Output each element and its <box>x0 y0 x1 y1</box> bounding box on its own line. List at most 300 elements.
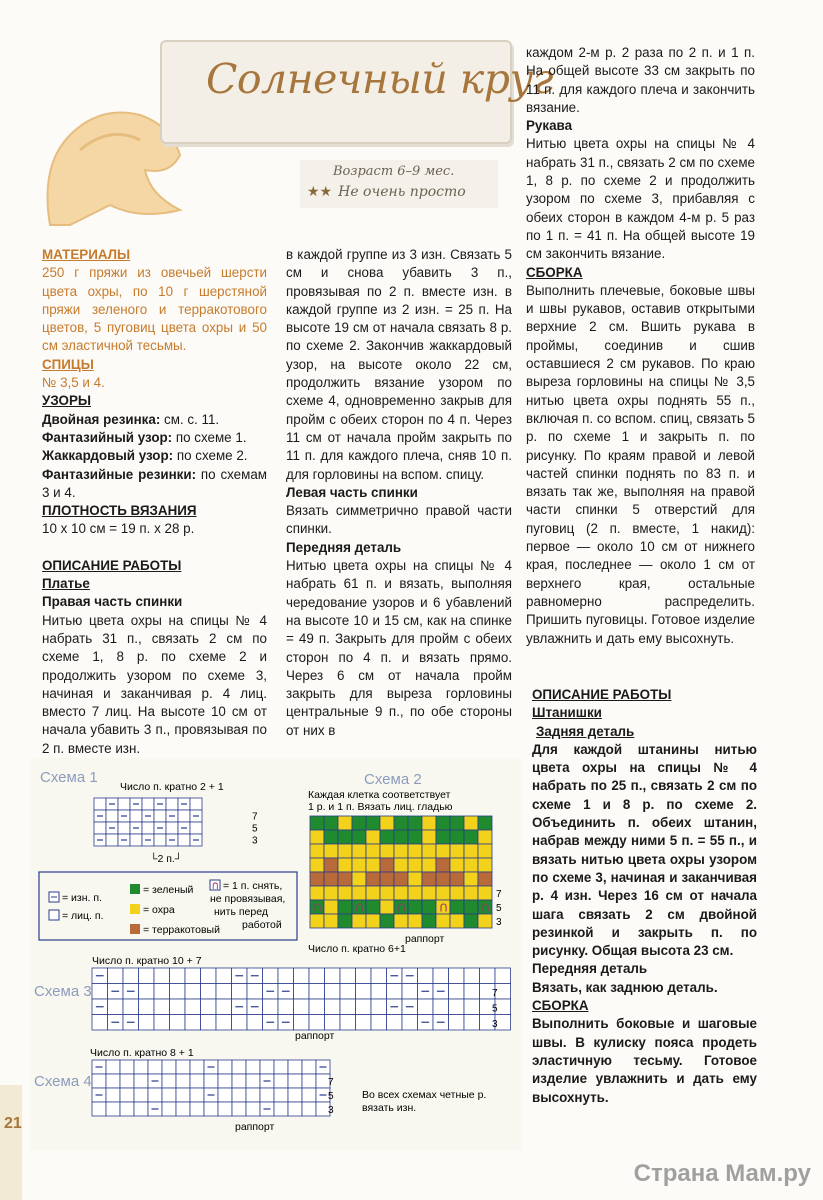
scheme4-rapport: раппорт <box>235 1121 275 1133</box>
grid-cell <box>394 830 408 844</box>
grid-cell <box>178 834 190 846</box>
grid-cell <box>436 816 450 830</box>
grid-cell <box>232 1102 246 1116</box>
grid-cell <box>338 886 352 900</box>
slip-stitch-icon: ᑎ <box>212 881 219 891</box>
legend-terra: = терракотовый <box>143 924 220 936</box>
grid-cell <box>394 816 408 830</box>
grid-cell <box>310 858 324 872</box>
grid-cell <box>340 1015 356 1031</box>
grid-cell <box>162 1074 176 1088</box>
grid-cell <box>356 999 372 1015</box>
grid-cell <box>450 844 464 858</box>
grid-cell <box>356 968 372 984</box>
grid-cell <box>366 914 380 928</box>
grid-cell <box>106 1102 120 1116</box>
grid-cell <box>380 844 394 858</box>
grid-cell <box>288 1060 302 1074</box>
grid-cell <box>176 1102 190 1116</box>
grid-cell <box>422 816 436 830</box>
grid-cell <box>154 968 170 984</box>
grid-cell <box>366 900 380 914</box>
grid-cell <box>324 914 338 928</box>
grid-cell <box>185 984 201 1000</box>
grid-cell <box>418 968 434 984</box>
grid-cell <box>260 1088 274 1102</box>
grid-cell <box>340 968 356 984</box>
grid-cell <box>190 822 202 834</box>
grid-cell <box>478 886 492 900</box>
assembly-text: Выполнить плечевые, боковые швы и швы рукавов, оставив открытыми верхние 2 см. Вшить рукава в проймы, соединив и сшив оставшиеся 2 см рукавов. По краю выреза горловины на спицы № 3,5 нитью цвета охры поднять 55 п., включая п. со вспом. спиц, связать 5 р. по схеме 1 и закрыть п. по рисунку. По краям правой и левой частей спинки поднять по 83 п. и вязать так же, выполняя на правой части спинки 5 отверстий для пуговиц (2 п. вместе, 1 накид): первое — около 10 см от нижнего края, последнее — около 1 см от верхнего края, остальные равномерно распределить. Пришить пуговицы. Готовое изделие увлажнить и дать ему высохнуть. <box>526 282 755 646</box>
grid-cell <box>380 858 394 872</box>
grid-cell <box>449 1015 465 1031</box>
grid-cell <box>464 872 478 886</box>
scheme3-title: Схема 3 <box>34 983 92 1000</box>
grid-cell <box>436 886 450 900</box>
row-number: 3 <box>252 835 258 847</box>
grid-cell <box>288 1074 302 1088</box>
grid-cell <box>216 968 232 984</box>
grid-cell <box>108 999 124 1015</box>
grid-cell <box>154 834 166 846</box>
grid-cell <box>340 984 356 1000</box>
grid-cell <box>449 968 465 984</box>
pattern-1: Двойная резинка: см. с. 11. <box>42 411 220 427</box>
grid-cell <box>201 968 217 984</box>
grid-cell <box>352 886 366 900</box>
row-number: 7 <box>252 811 258 823</box>
row-number: 5 <box>496 903 502 915</box>
grid-cell <box>309 968 325 984</box>
grid-cell <box>176 1074 190 1088</box>
even-rows-note-1: Во всех схемах четные р. <box>362 1089 487 1101</box>
grid-cell <box>218 1088 232 1102</box>
grid-cell <box>294 999 310 1015</box>
grid-cell <box>120 1088 134 1102</box>
dress-heading: Платье <box>42 576 90 592</box>
grid-cell <box>176 1060 190 1074</box>
grid-cell <box>478 844 492 858</box>
grid-cell <box>324 816 338 830</box>
legend-green-swatch <box>130 884 140 894</box>
front-detail-text: Вязать, как заднюю деталь. <box>532 979 718 995</box>
grid-cell <box>302 1060 316 1074</box>
grid-cell <box>418 999 434 1015</box>
grid-cell <box>464 968 480 984</box>
grid-cell <box>288 1102 302 1116</box>
row-number: 7 <box>492 987 498 999</box>
grid-cell <box>274 1102 288 1116</box>
grid-cell <box>190 1074 204 1088</box>
grid-cell <box>201 999 217 1015</box>
grid-cell <box>218 1102 232 1116</box>
grid-cell <box>302 1074 316 1088</box>
grid-cell <box>352 858 366 872</box>
assembly-2-text: Выполнить боковые и шаговые швы. В кулиску пояса продеть эластичную тесьму. Готовое изделие увлажнить и дать ему высохнуть. <box>532 1016 757 1105</box>
grid-cell <box>394 872 408 886</box>
grid-cell <box>436 872 450 886</box>
grid-cell <box>310 844 324 858</box>
grid-cell <box>190 1060 204 1074</box>
grid-cell <box>324 872 338 886</box>
grid-cell <box>123 968 139 984</box>
grid-cell <box>201 1015 217 1031</box>
legend-terra-swatch <box>130 924 140 934</box>
column-2 <box>286 246 512 740</box>
grid-cell <box>204 1074 218 1088</box>
col2-text-1: в каждой группе из 3 изн. Связать 5 см и снова убавить 3 п., провязывая по 2 п. вместе изн. в каждой группе из 2 изн. = 25 п. На высоте 19 см от начала связать 8 р. по схеме 2. Закончив жаккардовый узор, на высоте около 22 см, продолжить вязание узором по схеме 4, одновременно закрыв для пройм с обеих сторон по 4 п. Через 11 см от начала пройм закрыть по 11 п. для каждого плеча, сняв 10 п. для горловины на вспом. спицу. <box>286 247 512 482</box>
grid-cell <box>371 1015 387 1031</box>
grid-cell <box>436 858 450 872</box>
grid-cell <box>92 1074 106 1088</box>
grid-cell <box>278 999 294 1015</box>
scheme2-title: Схема 2 <box>364 771 422 788</box>
grid-cell <box>352 816 366 830</box>
grid-cell <box>92 1015 108 1031</box>
description-heading: ОПИСАНИЕ РАБОТЫ <box>42 557 182 573</box>
legend-knit: = лиц. п. <box>62 910 104 922</box>
legend <box>49 880 285 936</box>
left-back-heading: Левая часть спинки <box>286 484 418 500</box>
grid-cell <box>325 999 341 1015</box>
assembly-heading: СБОРКА <box>526 264 583 280</box>
even-rows-note-2: вязать изн. <box>362 1102 417 1114</box>
scheme2-grid <box>310 816 502 928</box>
grid-cell <box>260 1060 274 1074</box>
grid-cell <box>324 830 338 844</box>
grid-cell <box>340 999 356 1015</box>
grid-cell <box>408 816 422 830</box>
grid-cell <box>106 810 118 822</box>
grid-cell <box>130 810 142 822</box>
grid-cell <box>92 984 108 1000</box>
grid-cell <box>402 1015 418 1031</box>
grid-cell <box>134 1102 148 1116</box>
slip-stitch-icon: ᑎ <box>439 902 448 915</box>
scheme2-note-2: 1 р. и 1 п. Вязать лиц. гладью <box>308 801 453 813</box>
grid-cell <box>302 1102 316 1116</box>
grid-cell <box>246 1102 260 1116</box>
grid-cell <box>190 1102 204 1116</box>
scheme1-bottom: └2 п.┘ <box>150 853 183 865</box>
materials-text: 250 г пряжи из овечьей шерсти цвета охры, по 10 г шерстяной пряжи зеленого и терракотового цветов, 5 пуговиц цвета охры и 50 см эластичной тесьмы. <box>42 265 267 354</box>
grid-cell <box>232 984 248 1000</box>
pattern-3: Жаккардовый узор: по схеме 2. <box>42 448 248 464</box>
pants-section <box>532 686 757 1107</box>
grid-cell <box>218 1060 232 1074</box>
grid-cell <box>408 886 422 900</box>
grid-cell <box>325 984 341 1000</box>
grid-cell <box>338 872 352 886</box>
grid-cell <box>216 984 232 1000</box>
age-label: Возраст 6–9 мес. <box>333 164 455 179</box>
grid-cell <box>139 984 155 1000</box>
grid-cell <box>380 886 394 900</box>
grid-cell <box>408 844 422 858</box>
grid-cell <box>162 1060 176 1074</box>
grid-cell <box>216 999 232 1015</box>
grid-cell <box>422 914 436 928</box>
right-back-text: Нитью цвета охры на спицы № 4 набрать 31 п., связать 2 см по схеме 1, 8 р. по схеме 2 и продолжить узором по схеме 3, начиная и заканчивая р. 4 лиц. вместо 7 лиц. На высоте 10 см от начала убавить 3 п., провязывая по 2 п. вместе изн. <box>42 612 267 756</box>
grid-cell <box>422 900 436 914</box>
front-text: Нитью цвета охры на спицы № 4 набрать 61 п. и вязать, выполняя чередование узоров и 6 убавлений на высоте 10 и 15 см, как на спинке = 49 п. Закрыть для пройм с обеих сторон по 4 п. и вязать прямо. Через 6 см от начала пройм закрыть для выреза горловины центральные 9 п., по обе стороны от них в <box>286 558 512 738</box>
row-number: 3 <box>496 917 502 929</box>
patterns-heading: УЗОРЫ <box>42 393 91 409</box>
legend-slip-2: не провязывая, <box>210 893 286 905</box>
grid-cell <box>106 834 118 846</box>
grid-cell <box>309 999 325 1015</box>
density-text: 10 х 10 см = 19 п. х 28 р. <box>42 521 195 537</box>
left-back-text: Вязать симметрично правой части спинки. <box>286 503 512 537</box>
grid-cell <box>408 872 422 886</box>
grid-cell <box>366 886 380 900</box>
grid-cell <box>247 1015 263 1031</box>
row-number: 7 <box>328 1077 334 1089</box>
sleeve-text: Нитью цвета охры на спицы № 4 набрать 31 п., связать 2 см по схеме 1, 8 р. по схеме 2 и продолжить узором по схеме 3, прибавляя с обеих сторон в каждом 4-м р. 5 раз по 1 п. = 41 п. На общей высоте 19 см закончить вязание. <box>526 136 755 262</box>
grid-cell <box>450 816 464 830</box>
grid-cell <box>450 858 464 872</box>
scheme4-repeat: Число п. кратно 8 + 1 <box>90 1047 194 1059</box>
scheme2-note-1: Каждая клетка соответствует <box>308 789 451 801</box>
materials-heading: МАТЕРИАЛЫ <box>42 247 131 262</box>
grid-cell <box>310 816 324 830</box>
grid-cell <box>130 834 142 846</box>
grid-cell <box>324 858 338 872</box>
grid-cell <box>366 816 380 830</box>
grid-cell <box>380 900 394 914</box>
grid-cell <box>134 1074 148 1088</box>
grid-cell <box>338 914 352 928</box>
grid-cell <box>294 1015 310 1031</box>
grid-cell <box>310 830 324 844</box>
grid-cell <box>450 900 464 914</box>
grid-cell <box>408 858 422 872</box>
page-title: Солнечный круг <box>206 55 554 103</box>
grid-cell <box>480 968 496 984</box>
needles-heading: СПИЦЫ <box>42 356 94 372</box>
grid-cell <box>310 914 324 928</box>
grid-cell <box>139 1015 155 1031</box>
grid-cell <box>218 1074 232 1088</box>
grid-cell <box>356 984 372 1000</box>
density-heading: ПЛОТНОСТЬ ВЯЗАНИЯ <box>42 503 197 519</box>
grid-cell <box>371 984 387 1000</box>
grid-cell <box>366 830 380 844</box>
scheme4-grid <box>92 1060 334 1116</box>
scheme3-rapport: раппорт <box>295 1030 335 1042</box>
grid-cell <box>366 844 380 858</box>
grid-cell <box>478 858 492 872</box>
grid-cell <box>190 798 202 810</box>
grid-cell <box>94 822 106 834</box>
grid-cell <box>478 816 492 830</box>
grid-cell <box>232 1074 246 1088</box>
grid-cell <box>422 844 436 858</box>
legend-purl: = изн. п. <box>62 892 102 904</box>
grid-cell <box>274 1088 288 1102</box>
grid-cell <box>394 886 408 900</box>
grid-cell <box>154 1015 170 1031</box>
grid-cell <box>387 984 403 1000</box>
grid-cell <box>309 1015 325 1031</box>
legend-slip-4: работой <box>242 919 282 931</box>
scheme2-repeat: Число п. кратно 6+1 <box>308 943 406 955</box>
grid-cell <box>106 1060 120 1074</box>
pants-heading: Штанишки <box>532 705 602 721</box>
row-number: 5 <box>328 1091 334 1103</box>
scheme1-title: Схема 1 <box>40 769 98 786</box>
grid-cell <box>338 844 352 858</box>
grid-cell <box>324 886 338 900</box>
grid-cell <box>246 1074 260 1088</box>
grid-cell <box>380 830 394 844</box>
sleeve-heading: Рукава <box>526 118 573 134</box>
row-number: 3 <box>328 1105 334 1117</box>
difficulty-label <box>307 184 466 200</box>
grid-cell <box>366 872 380 886</box>
col3-text-1: каждом 2-м р. 2 раза по 2 п. и 1 п. На общей высоте 33 см закрыть по 11 п. для каждого плеча и закончить вязание. <box>526 45 755 115</box>
grid-cell <box>495 968 511 984</box>
grid-cell <box>134 1060 148 1074</box>
grid-cell <box>422 886 436 900</box>
slip-stitch-icon: ᑎ <box>355 902 364 915</box>
row-number: 7 <box>496 889 502 901</box>
needles-text: № 3,5 и 4. <box>42 375 105 391</box>
column-3 <box>526 44 755 648</box>
grid-cell <box>162 1102 176 1116</box>
grid-cell <box>142 798 154 810</box>
grid-cell <box>433 999 449 1015</box>
watermark: Страна Мам.ру <box>633 1160 811 1187</box>
grid-cell <box>162 1088 176 1102</box>
grid-cell <box>371 999 387 1015</box>
grid-cell <box>263 999 279 1015</box>
grid-cell <box>294 968 310 984</box>
grid-cell <box>478 914 492 928</box>
grid-cell <box>201 984 217 1000</box>
grid-cell <box>108 968 124 984</box>
assembly-2-heading: СБОРКА <box>532 998 589 1014</box>
grid-cell <box>464 844 478 858</box>
scheme1-repeat: Число п. кратно 2 + 1 <box>120 781 224 793</box>
grid-cell <box>394 914 408 928</box>
grid-cell <box>166 798 178 810</box>
grid-cell <box>352 914 366 928</box>
grid-cell <box>246 1060 260 1074</box>
grid-cell <box>274 1074 288 1088</box>
grid-cell <box>263 968 279 984</box>
grid-cell <box>450 914 464 928</box>
back-detail-heading: Задняя деталь <box>536 723 635 739</box>
slip-stitch-icon: ᑎ <box>397 902 406 915</box>
grid-cell <box>120 1074 134 1088</box>
grid-cell <box>352 844 366 858</box>
right-back-heading: Правая часть спинки <box>42 594 183 610</box>
difficulty-text: Не очень просто <box>338 184 466 200</box>
grid-cell <box>185 968 201 984</box>
grid-cell <box>325 968 341 984</box>
grid-cell <box>394 844 408 858</box>
grid-cell <box>154 984 170 1000</box>
grid-cell <box>310 886 324 900</box>
grid-cell <box>274 1060 288 1074</box>
grid-cell <box>433 968 449 984</box>
legend-knit-swatch <box>49 910 59 920</box>
grid-cell <box>232 1015 248 1031</box>
grid-cell <box>232 1060 246 1074</box>
grid-cell <box>134 1088 148 1102</box>
grid-cell <box>394 858 408 872</box>
grid-cell <box>185 999 201 1015</box>
grid-cell <box>302 1088 316 1102</box>
scheme3-repeat: Число п. кратно 10 + 7 <box>92 955 202 967</box>
legend-slip-1: = 1 п. снять, <box>223 880 283 892</box>
grid-cell <box>139 999 155 1015</box>
row-number: 5 <box>252 823 258 835</box>
legend-ochre: = охра <box>143 904 175 916</box>
grid-cell <box>408 914 422 928</box>
grid-cell <box>478 872 492 886</box>
grid-cell <box>464 1015 480 1031</box>
grid-cell <box>170 1015 186 1031</box>
grid-cell <box>288 1088 302 1102</box>
grid-cell <box>464 830 478 844</box>
grid-cell <box>436 844 450 858</box>
grid-cell <box>436 830 450 844</box>
grid-cell <box>170 999 186 1015</box>
grid-cell <box>464 858 478 872</box>
grid-cell <box>380 816 394 830</box>
grid-cell <box>422 830 436 844</box>
grid-cell <box>178 810 190 822</box>
grid-cell <box>94 798 106 810</box>
scheme1-grid <box>94 798 258 847</box>
grid-cell <box>324 900 338 914</box>
slip-stitch-icon: ᑎ <box>481 902 490 915</box>
grid-cell <box>310 872 324 886</box>
diagrams-svg <box>30 758 522 1150</box>
grid-cell <box>118 822 130 834</box>
grid-cell <box>118 798 130 810</box>
grid-cell <box>154 999 170 1015</box>
grid-cell <box>464 900 478 914</box>
row-number: 5 <box>492 1003 498 1015</box>
page-edge-stripe <box>0 1085 22 1200</box>
grid-cell <box>216 1015 232 1031</box>
grid-cell <box>449 984 465 1000</box>
pattern-2: Фантазийный узор: по схеме 1. <box>42 429 247 445</box>
grid-cell <box>154 810 166 822</box>
grid-cell <box>464 816 478 830</box>
grid-cell <box>408 900 422 914</box>
grid-cell <box>190 1088 204 1102</box>
grid-cell <box>148 1088 162 1102</box>
grid-cell <box>366 858 380 872</box>
column-1 <box>42 246 267 758</box>
grid-cell <box>464 984 480 1000</box>
grid-cell <box>325 1015 341 1031</box>
scheme3-grid <box>92 968 511 1030</box>
grid-cell <box>338 900 352 914</box>
grid-cell <box>450 830 464 844</box>
grid-cell <box>464 914 478 928</box>
difficulty-stars-icon: ★★ <box>307 184 333 200</box>
grid-cell <box>123 999 139 1015</box>
grid-cell <box>338 830 352 844</box>
grid-cell <box>148 1060 162 1074</box>
grid-cell <box>352 830 366 844</box>
grid-cell <box>176 1088 190 1102</box>
